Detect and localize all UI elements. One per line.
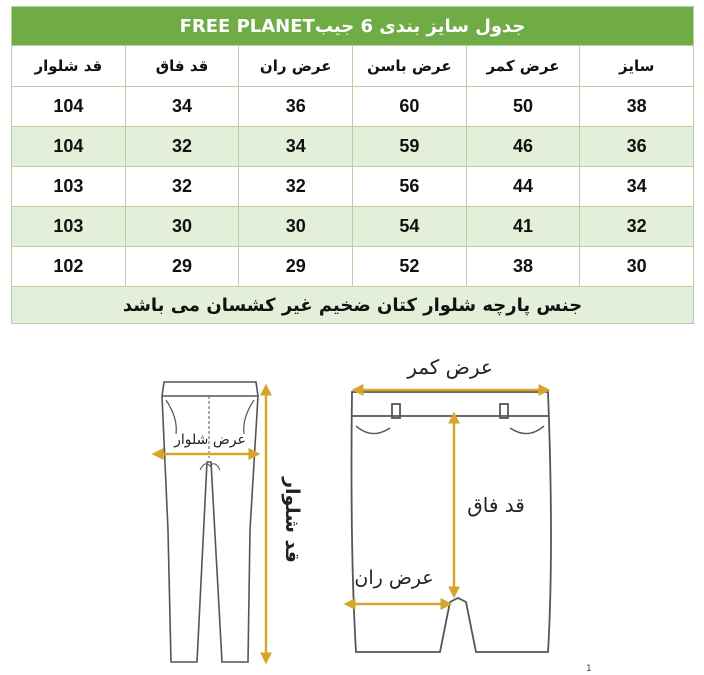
size-chart-table — [11, 6, 694, 324]
cell-thigh: 34 — [239, 127, 353, 167]
header-size: سایز — [580, 46, 694, 87]
table-row — [12, 167, 694, 207]
label-thigh: عرض ران — [354, 567, 434, 589]
cell-waist: 38 — [466, 247, 580, 287]
cell-hip: 59 — [353, 127, 467, 167]
table-row — [12, 247, 694, 287]
table-row — [12, 207, 694, 247]
cell-thigh: 30 — [239, 207, 353, 247]
cell-length: 102 — [12, 247, 126, 287]
header-row — [12, 46, 694, 87]
table-title: جدول سایز بندی 6 جیبFREE PLANET — [12, 7, 694, 46]
cell-size: 38 — [580, 87, 694, 127]
table-row — [12, 87, 694, 127]
header-rise: قد فاق — [125, 46, 239, 87]
cell-length: 104 — [12, 127, 126, 167]
cell-hip: 60 — [353, 87, 467, 127]
pants-front-drawing — [162, 382, 258, 662]
cell-size: 30 — [580, 247, 694, 287]
cell-rise: 30 — [125, 207, 239, 247]
cell-waist: 44 — [466, 167, 580, 207]
header-waist: عرض کمر — [466, 46, 580, 87]
label-pants-length: قد شلوار — [281, 477, 303, 563]
cell-length: 103 — [12, 167, 126, 207]
cell-thigh: 32 — [239, 167, 353, 207]
cell-length: 104 — [12, 87, 126, 127]
cell-waist: 46 — [466, 127, 580, 167]
label-rise: قد فاق — [467, 493, 525, 517]
measurement-diagram — [0, 330, 704, 675]
cell-rise: 32 — [125, 127, 239, 167]
cell-waist: 41 — [466, 207, 580, 247]
page-number: 1 — [586, 664, 592, 674]
cell-length: 103 — [12, 207, 126, 247]
cell-size: 32 — [580, 207, 694, 247]
table-row — [12, 127, 694, 167]
label-waist: عرض کمر — [407, 355, 493, 379]
cell-rise: 34 — [125, 87, 239, 127]
cell-thigh: 36 — [239, 87, 353, 127]
label-pants-width: عرض شلوار — [174, 432, 246, 448]
cell-waist: 50 — [466, 87, 580, 127]
fabric-note: جنس پارچه شلوار کتان ضخیم غیر کشسان می باشد — [12, 287, 694, 324]
cell-hip: 54 — [353, 207, 467, 247]
header-hip: عرض باسن — [353, 46, 467, 87]
cell-hip: 52 — [353, 247, 467, 287]
pants-back-drawing — [352, 392, 552, 652]
cell-size: 36 — [580, 127, 694, 167]
header-length: قد شلوار — [12, 46, 126, 87]
cell-hip: 56 — [353, 167, 467, 207]
cell-size: 34 — [580, 167, 694, 207]
cell-thigh: 29 — [239, 247, 353, 287]
header-thigh: عرض ران — [239, 46, 353, 87]
cell-rise: 32 — [125, 167, 239, 207]
cell-rise: 29 — [125, 247, 239, 287]
